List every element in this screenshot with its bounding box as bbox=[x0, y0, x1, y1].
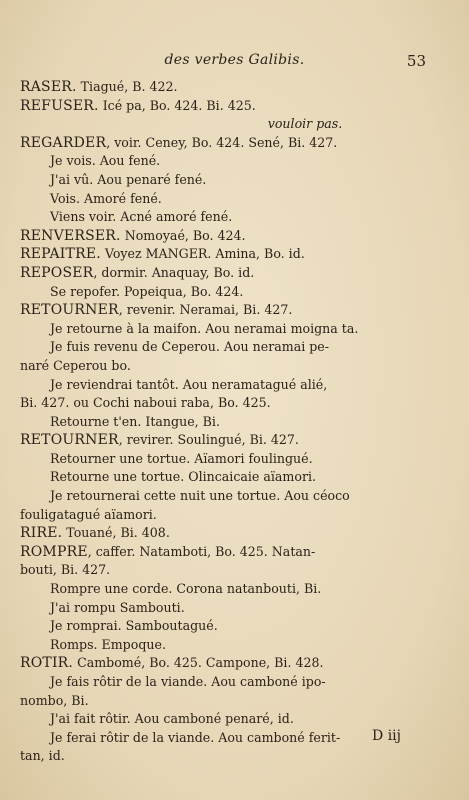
headword: RENVERSER. bbox=[20, 227, 121, 244]
page-header bbox=[0, 52, 469, 76]
text-line bbox=[20, 171, 450, 190]
text-line bbox=[20, 376, 450, 395]
line-text: Tiagué, B. 422. bbox=[76, 79, 178, 94]
text-line bbox=[20, 524, 450, 543]
text-line bbox=[20, 245, 450, 264]
line-text: nombo, Bi. bbox=[20, 692, 89, 708]
line-text: J'ai rompu Sambouti. bbox=[50, 599, 185, 615]
line-text: , revenir. Neramai, Bi. 427. bbox=[118, 302, 293, 318]
line-text: vouloir pas. bbox=[267, 116, 343, 132]
line-text: Je retournerai cette nuit une tortue. Aou céoco bbox=[50, 488, 350, 504]
line-text: Je reviendrai tantôt. Aou neramatagué alié, bbox=[50, 376, 328, 392]
line-text: Nomoyaé, Bo. 424. bbox=[120, 227, 246, 243]
text-line bbox=[20, 599, 450, 618]
line-text: Cambomé, Bo. 425. Campone, Bi. 428. bbox=[73, 655, 324, 671]
headword: RETOURNER bbox=[20, 432, 119, 449]
text-line bbox=[20, 283, 450, 302]
text-line bbox=[20, 97, 450, 116]
headword: ROMPRE bbox=[20, 543, 88, 560]
text-line bbox=[20, 115, 450, 134]
text-line bbox=[20, 561, 450, 580]
text-line bbox=[20, 543, 450, 562]
line-text: Voyez MANGER. Amina, Bo. id. bbox=[100, 246, 305, 262]
line-text: Se repofer. Popeiqua, Bo. 424. bbox=[50, 283, 244, 299]
headword: RIRE. bbox=[20, 525, 63, 542]
line-text: fouligatagué aïamori. bbox=[20, 506, 157, 522]
line-text: , voir. Ceney, Bo. 424. Sené, Bi. 427. bbox=[106, 134, 338, 150]
line-text: , caffer. Natamboti, Bo. 425. Natan- bbox=[87, 543, 316, 559]
line-text: J'ai fait rôtir. Aou camboné penaré, id. bbox=[50, 711, 294, 727]
headword: RETOURNER bbox=[20, 302, 119, 319]
headword: REPOSER bbox=[20, 264, 94, 281]
line-text: Bi. 427. ou Cochi naboui raba, Bo. 425. bbox=[20, 395, 271, 411]
page-number: 53 bbox=[406, 52, 426, 70]
line-text: Retourner une tortue. Aïamori foulingué. bbox=[50, 450, 313, 466]
headword: RASER. bbox=[20, 79, 77, 95]
text-line bbox=[20, 190, 450, 209]
text-line bbox=[20, 692, 450, 711]
line-text: naré Ceperou bo. bbox=[20, 357, 131, 373]
text-line bbox=[20, 468, 450, 487]
dictionary-body bbox=[20, 78, 450, 766]
text-line bbox=[20, 487, 450, 506]
text-line bbox=[20, 338, 450, 357]
line-text: Rompre une corde. Corona natanbouti, Bi. bbox=[50, 581, 322, 597]
headword: ROTIR. bbox=[20, 655, 74, 672]
line-text: Viens voir. Acné amoré fené. bbox=[50, 209, 233, 225]
line-text: Je ferai rôtir de la viande. Aou camboné ferit- bbox=[50, 729, 341, 745]
text-line bbox=[20, 413, 450, 432]
text-line bbox=[20, 636, 450, 655]
headword: REFUSER. bbox=[20, 97, 99, 114]
line-text: Vois. Amoré fené. bbox=[50, 190, 162, 206]
line-text: J'ai vû. Aou penaré fené. bbox=[50, 171, 207, 187]
line-text: Je fais rôtir de la viande. Aou camboné ipo- bbox=[50, 674, 326, 689]
text-line bbox=[20, 357, 450, 376]
line-text: tan, id. bbox=[20, 748, 65, 764]
line-text: Touané, Bi. 408. bbox=[62, 525, 170, 541]
line-text: Romps. Empoque. bbox=[50, 636, 166, 652]
headword: REGARDER bbox=[20, 134, 107, 151]
text-line bbox=[20, 394, 450, 413]
line-text: Je fuis revenu de Ceperou. Aou neramai pe- bbox=[50, 339, 330, 355]
signature-mark: D iij bbox=[372, 728, 401, 744]
line-text: bouti, Bi. 427. bbox=[20, 562, 111, 578]
running-head: des verbes Galibis. bbox=[164, 52, 305, 68]
line-text: , revirer. Soulingué, Bi. 427. bbox=[118, 432, 299, 448]
text-line bbox=[20, 654, 450, 673]
text-line bbox=[20, 506, 450, 525]
text-line bbox=[20, 450, 450, 469]
line-text: Je vois. Aou fené. bbox=[50, 153, 161, 169]
text-line bbox=[20, 710, 450, 729]
line-text: Icé pa, Bo. 424. Bi. 425. bbox=[98, 97, 256, 113]
text-line bbox=[20, 431, 450, 450]
headword: REPAITRE. bbox=[20, 246, 101, 263]
line-text: Je romprai. Samboutagué. bbox=[50, 618, 218, 634]
text-line bbox=[20, 152, 450, 171]
text-line bbox=[20, 134, 450, 153]
line-text: Retourne t'en. Itangue, Bi. bbox=[50, 413, 220, 429]
text-line bbox=[20, 617, 450, 636]
text-line bbox=[20, 264, 450, 283]
line-text: Retourne une tortue. Olincaicaie aïamori. bbox=[50, 469, 316, 485]
text-line bbox=[20, 208, 450, 227]
line-text: , dormir. Anaquay, Bo. id. bbox=[93, 264, 255, 280]
text-line bbox=[20, 580, 450, 599]
text-line bbox=[20, 227, 450, 246]
text-line bbox=[20, 301, 450, 320]
text-line bbox=[20, 673, 450, 692]
line-text: Je retourne à la maifon. Aou neramai moigna ta. bbox=[50, 320, 359, 336]
text-line bbox=[20, 320, 450, 339]
text-line bbox=[20, 78, 450, 97]
text-line bbox=[20, 747, 450, 766]
